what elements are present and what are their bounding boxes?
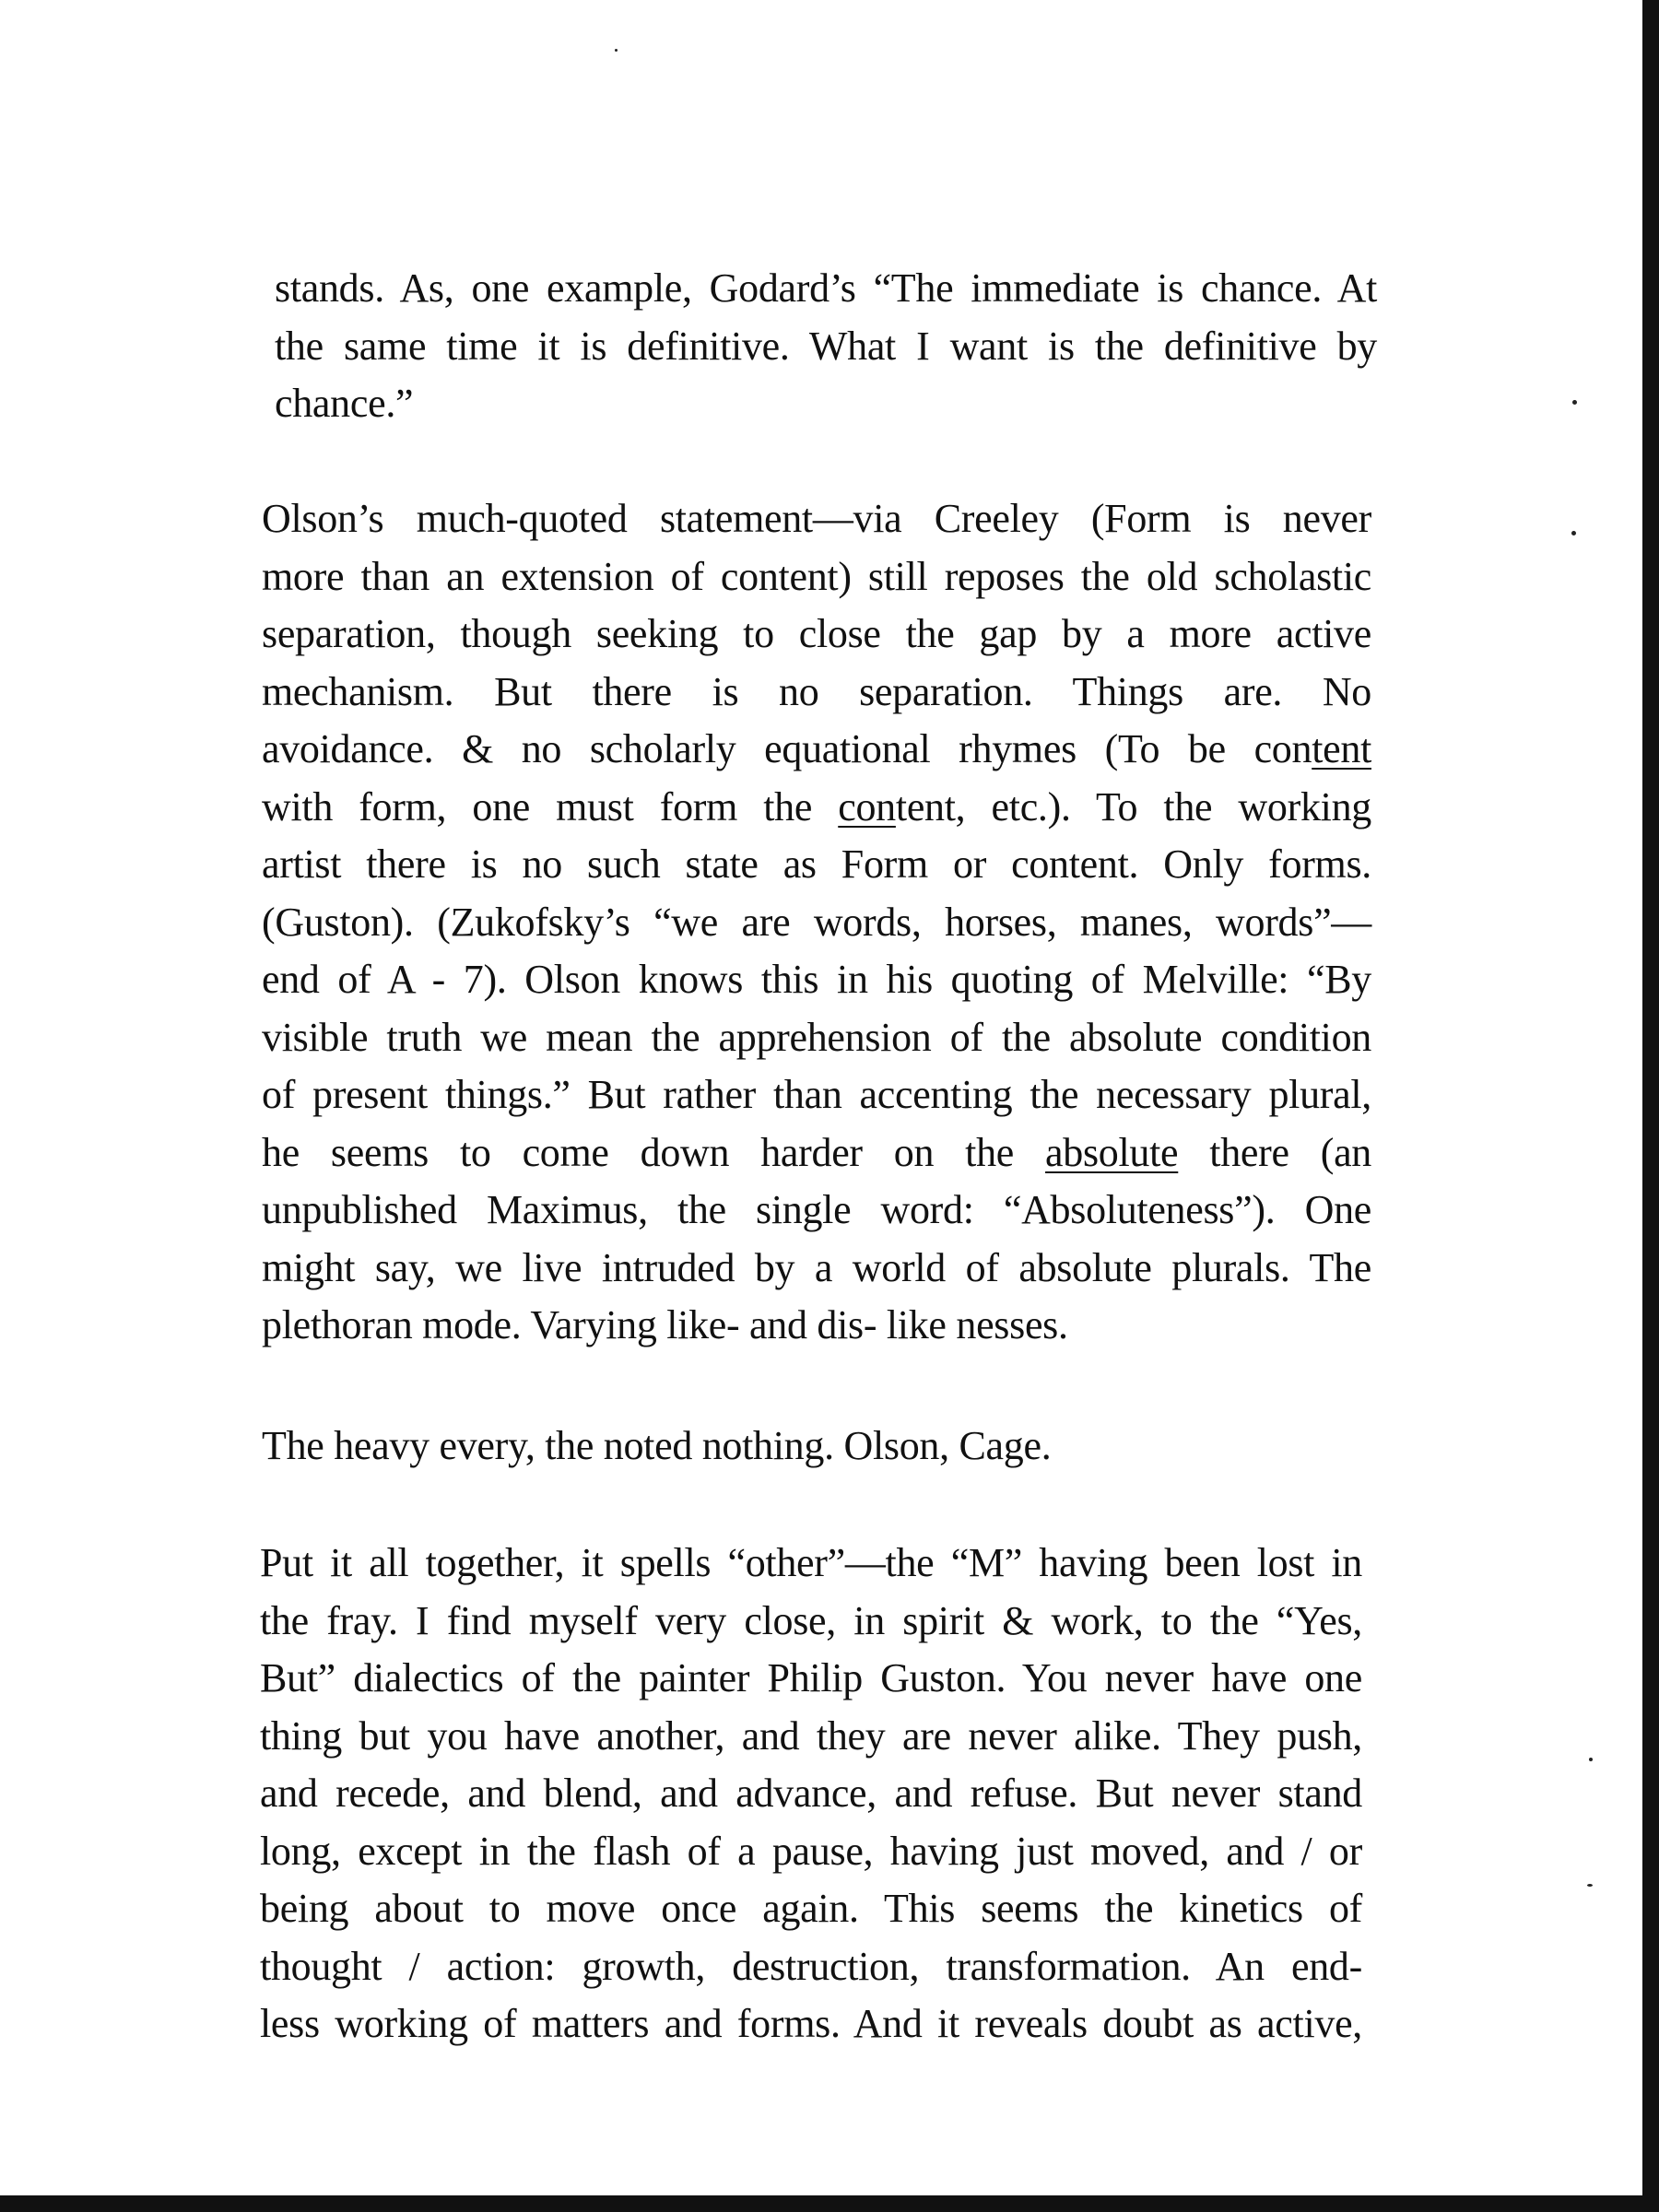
- text-segment: tent, etc.). To the working: [895, 783, 1371, 830]
- text-line: less working of matters and forms. And it reveals doubt as active,: [260, 2001, 1362, 2046]
- text-line: the fray. I find myself very close, in spirit & work, to the “Yes,: [260, 1597, 1362, 1643]
- paragraph-godard-quote: [275, 260, 1377, 433]
- text-line: thought / action: growth, destruction, transformation. An end-: [260, 1943, 1362, 1989]
- scan-speck: [1571, 531, 1576, 535]
- text-line: Put it all together, it spells “other”—the “M” having been lost in: [260, 1540, 1362, 1585]
- text-line: visible truth we mean the apprehension of the absolute condition: [262, 1014, 1371, 1060]
- text-line: more than an extension of content) still reposes the old scholastic: [262, 553, 1371, 599]
- text-line: end of A - 7). Olson knows this in his quoting of Melville: “By: [262, 957, 1371, 1002]
- scan-border-right: [1642, 0, 1659, 2212]
- text-segment: there (an: [1178, 1129, 1371, 1175]
- text-line: plethoran mode. Varying like- and dis- like nesses.: [262, 1302, 1068, 1347]
- scan-border-bottom: [0, 2195, 1659, 2212]
- text-line: separation, though seeking to close the gap by a more active: [262, 611, 1371, 656]
- text-line: unpublished Maximus, the single word: “Absoluteness”). One: [262, 1187, 1371, 1232]
- text-line: of present things.” But rather than accenting the necessary plural,: [262, 1072, 1371, 1117]
- text-line: chance.”: [275, 381, 414, 426]
- text-line: The heavy every, the noted nothing. Olson, Cage.: [262, 1423, 1052, 1468]
- text-line: and recede, and blend, and advance, and refuse. But never stand: [260, 1771, 1362, 1816]
- paragraph-guston-dialectics: [260, 1535, 1362, 2053]
- text-line-with-underline: [262, 1124, 1371, 1182]
- text-line: might say, we live intruded by a world of absolute plurals. The: [262, 1244, 1371, 1290]
- text-line: Olson’s much-quoted statement—via Creeley (Form is never: [262, 496, 1371, 541]
- underlined-word: tent: [1312, 726, 1371, 771]
- underlined-word: absolute: [1045, 1129, 1179, 1175]
- text-line-with-underline: [262, 779, 1371, 837]
- text-line: But” dialectics of the painter Philip Guston. You never have one: [260, 1655, 1362, 1700]
- text-segment: avoidance. & no scholarly equational rhymes (To be con: [262, 726, 1312, 771]
- text-line: thing but you have another, and they are never alike. They push,: [260, 1712, 1362, 1759]
- text-line: (Guston). (Zukofsky’s “we are words, horses, manes, words”—: [262, 899, 1371, 945]
- text-segment: with form, one must form the: [262, 783, 839, 830]
- paragraph-olson-statement: [262, 490, 1371, 1355]
- underlined-word: con: [838, 783, 896, 830]
- scan-speck: [1589, 1758, 1593, 1761]
- text-line: long, except in the flash of a pause, having just moved, and / or: [260, 1828, 1362, 1874]
- text-segment: he seems to come down harder on the: [262, 1129, 1046, 1175]
- scan-speck: [1587, 1884, 1593, 1887]
- text-line: stands. As, one example, Godard’s “The immediate is chance. At: [275, 265, 1377, 311]
- text-line: mechanism. But there is no separation. Things are. No: [262, 668, 1371, 714]
- text-line: the same time it is definitive. What I want is the definitive by: [275, 323, 1377, 369]
- scan-speck: [1572, 400, 1577, 405]
- text-line-with-underline: [262, 721, 1371, 779]
- scan-speck: [615, 49, 618, 52]
- text-line: artist there is no such state as Form or content. Only forms.: [262, 841, 1371, 887]
- text-line: being about to move once again. This seems the kinetics of: [260, 1886, 1362, 1931]
- paragraph-heavy-every: [262, 1418, 1377, 1476]
